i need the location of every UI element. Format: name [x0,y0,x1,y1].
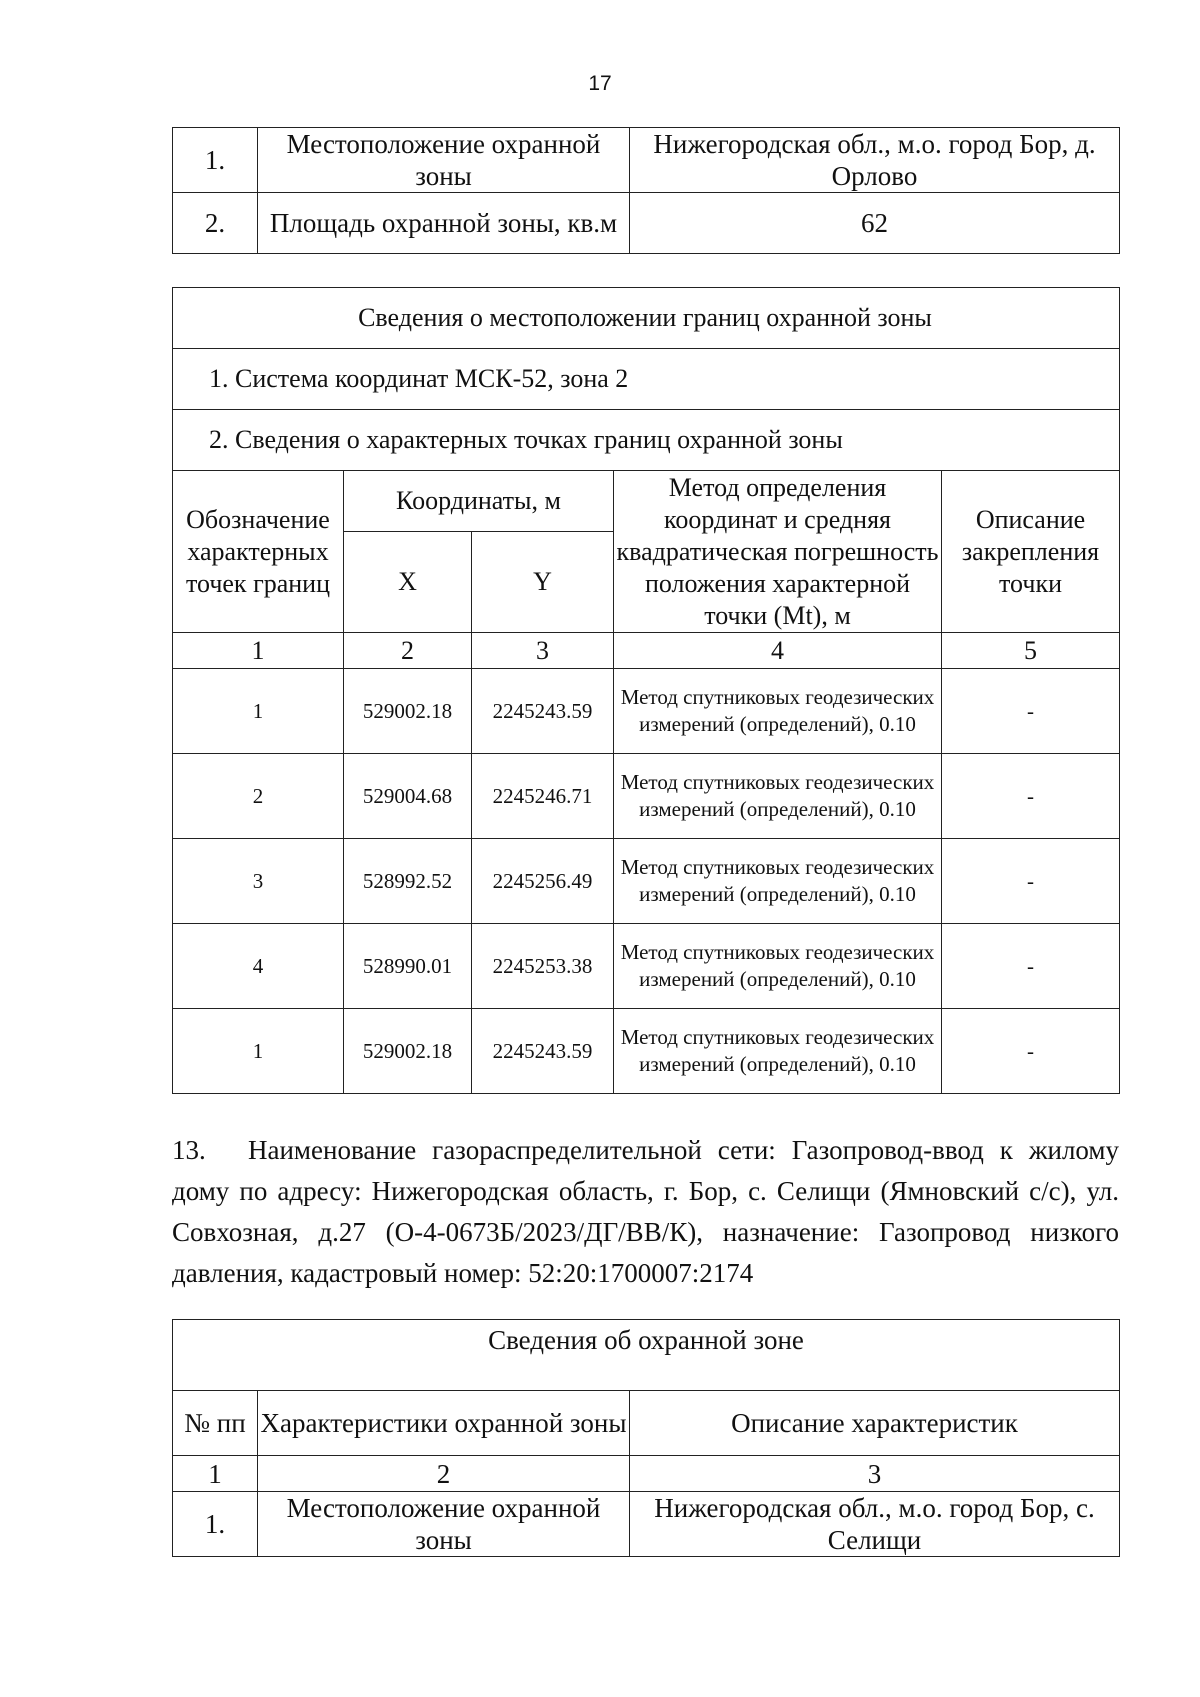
header-y: Y [472,532,614,633]
header-characteristics: Характеристики охранной зоны [258,1391,630,1456]
point-id: 3 [173,839,344,924]
table-row [173,754,1120,839]
column-index: 2 [258,1456,630,1492]
coordinate-system: 1. Система координат МСК-52, зона 2 [173,349,1120,410]
table-subtitle: 2. Сведения о характерных точках границ охранной зоны [173,410,1120,471]
header-x: X [344,532,472,633]
coord-x: 529004.68 [344,754,472,839]
column-index: 5 [942,633,1120,669]
table-row [173,128,1120,193]
table-row [173,669,1120,754]
fixing: - [942,839,1120,924]
column-index: 1 [173,633,344,669]
header-method: Метод определения координат и средняя квадратическая погрешность положения характерной точки (Mt), м [614,471,942,633]
method: Метод спутниковых геодезических измерений (определений), 0.10 [614,1009,942,1094]
row-value: Нижегородская обл., м.о. город Бор, с. Селищи [630,1492,1120,1557]
coord-x: 529002.18 [344,1009,472,1094]
fixing: - [942,754,1120,839]
coord-x: 528990.01 [344,924,472,1009]
fixing: - [942,924,1120,1009]
row-label: Местоположение охранной зоны [258,1492,630,1557]
table-title: Сведения о местоположении границ охранной зоны [173,288,1120,349]
row-value: 62 [630,193,1120,254]
table-row [173,1009,1120,1094]
header-fixing: Описание закрепления точки [942,471,1120,633]
coord-x: 528992.52 [344,839,472,924]
column-index: 3 [472,633,614,669]
method: Метод спутниковых геодезических измерений (определений), 0.10 [614,924,942,1009]
coord-x: 529002.18 [344,669,472,754]
row-label: Местоположение охранной зоны [258,128,630,193]
header-coordinates: Координаты, м [344,471,614,532]
point-id: 1 [173,669,344,754]
coord-y: 2245246.71 [472,754,614,839]
fixing: - [942,1009,1120,1094]
header-description: Описание характеристик [630,1391,1120,1456]
table-row [173,193,1120,254]
row-number: 1. [173,128,258,193]
column-index: 4 [614,633,942,669]
row-number: 2. [173,193,258,254]
table-row [173,839,1120,924]
table-row [173,1492,1120,1557]
protection-zone-info-table-continued [172,127,1120,254]
header-point: Обозначение характерных точек границ [173,471,344,633]
method: Метод спутниковых геодезических измерений (определений), 0.10 [614,669,942,754]
protection-zone-info-table [172,1319,1120,1557]
column-index: 3 [630,1456,1120,1492]
coord-y: 2245256.49 [472,839,614,924]
row-number: 1. [173,1492,258,1557]
point-id: 1 [173,1009,344,1094]
coord-y: 2245243.59 [472,1009,614,1094]
row-value: Нижегородская обл., м.о. город Бор, д. Орлово [630,128,1120,193]
coord-y: 2245243.59 [472,669,614,754]
column-index: 2 [344,633,472,669]
table-row [173,924,1120,1009]
section-text: Наименование газораспределительной сети: Газопровод-ввод к жилому дому по адресу: Нижегородская область, г. Бор, с. Селищи (Ямновский с/с), ул. Совхозная, д.27 (О-4-0673Б/2023/ДГ/ВВ/К), назначение: Газопровод низкого давления, кадастровый номер: 52:20:1700007:2174 [172,1135,1119,1288]
fixing: - [942,669,1120,754]
header-number: № пп [173,1391,258,1456]
column-index: 1 [173,1456,258,1492]
section-paragraph [172,1130,1119,1294]
boundary-points-table [172,287,1120,1094]
row-label: Площадь охранной зоны, кв.м [258,193,630,254]
table-title: Сведения об охранной зоне [173,1320,1120,1391]
section-number: 13. [172,1135,206,1165]
point-id: 2 [173,754,344,839]
method: Метод спутниковых геодезических измерений (определений), 0.10 [614,754,942,839]
coord-y: 2245253.38 [472,924,614,1009]
point-id: 4 [173,924,344,1009]
page-number: 17 [588,72,612,95]
method: Метод спутниковых геодезических измерений (определений), 0.10 [614,839,942,924]
